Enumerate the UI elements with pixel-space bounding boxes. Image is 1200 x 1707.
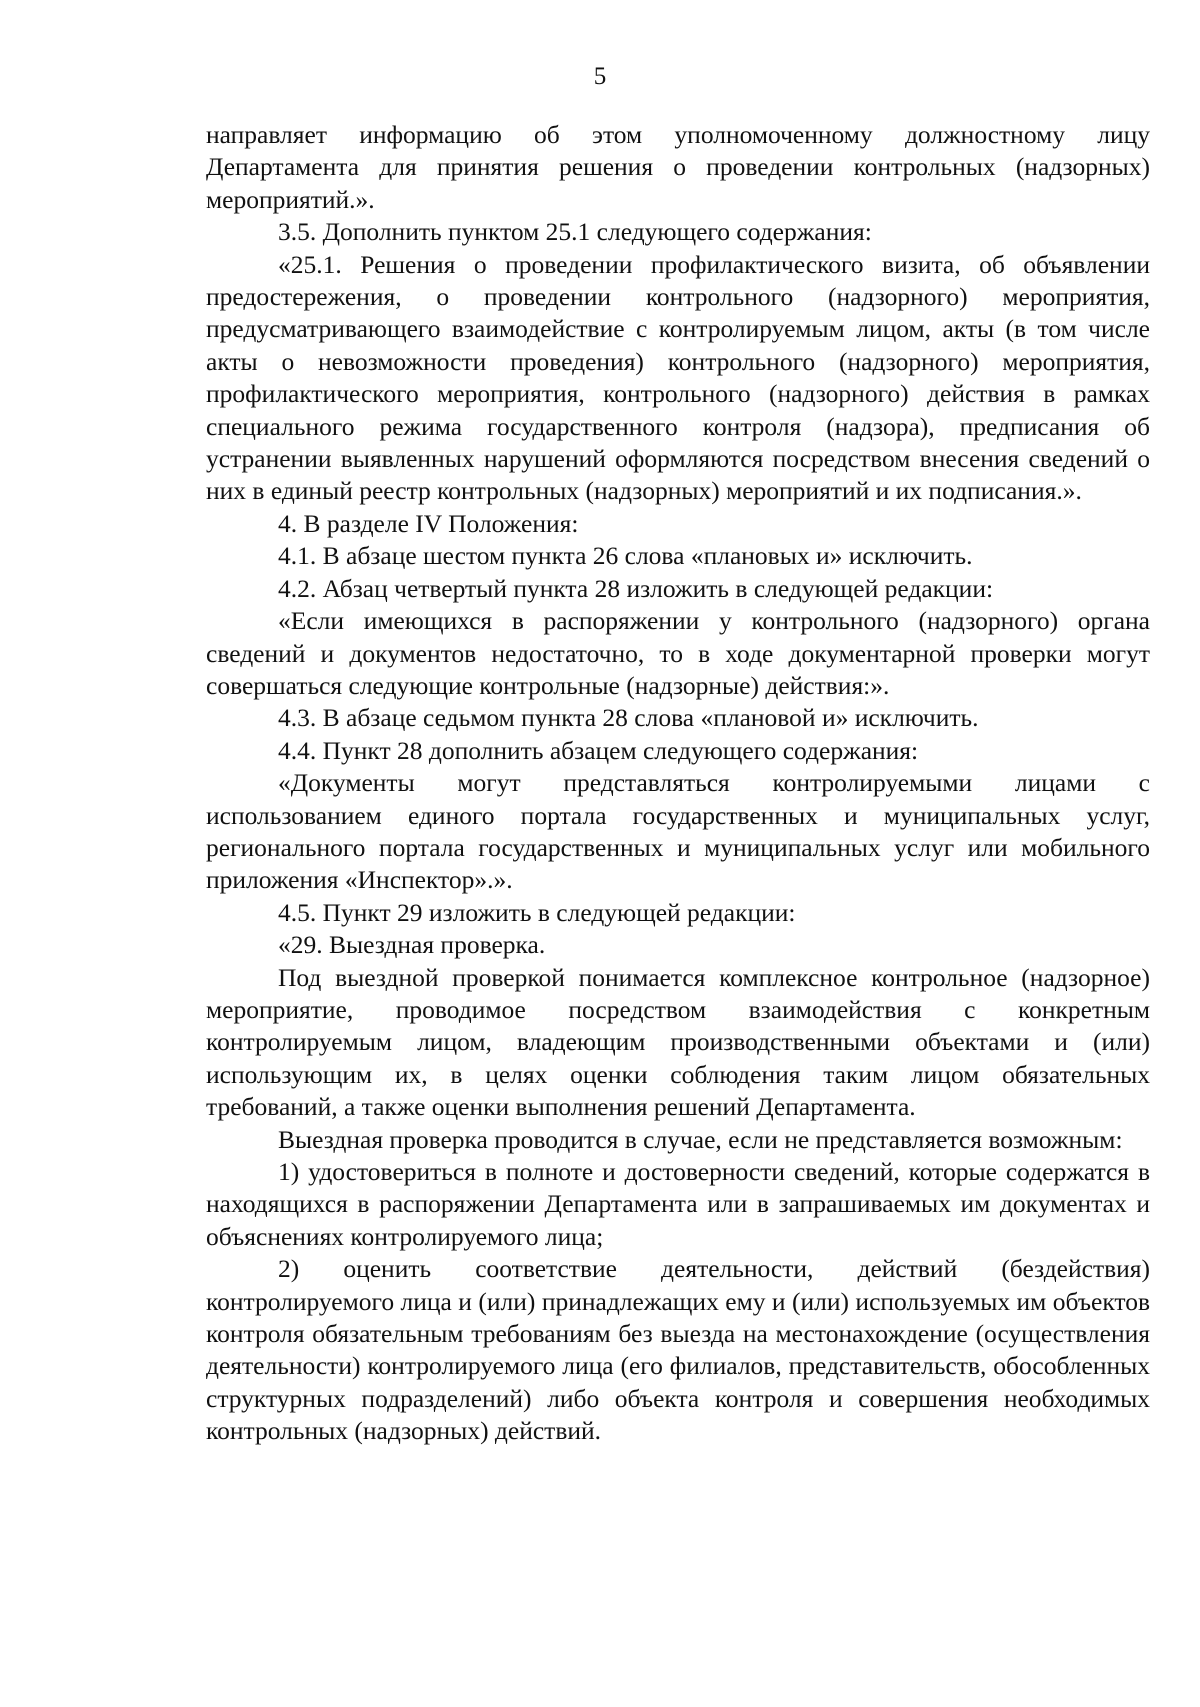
paragraph-3-5: 3.5. Дополнить пунктом 25.1 следующего содержания: xyxy=(278,217,872,247)
list-item-2: 2) оценить соответствие деятельности, действий (бездействия) контролируемого лица и (или) принадлежащих ему и (или) используемых им объектов контроля обязательным требованиям без выезда на местонахождение (осуществления деятельности) контролируемого лица (его филиалов, представительств, обособленных структурных подразделений) либо объекта контроля и совершения необходимых контрольных (надзорных) действий. xyxy=(206,1254,1150,1446)
paragraph-4: 4. В разделе IV Положения: xyxy=(278,508,579,538)
paragraph-29-title: «29. Выездная проверка. xyxy=(278,930,546,960)
document-body xyxy=(206,119,1150,1448)
list-item-1: 1) удостовериться в полноте и достоверности сведений, которые содержатся в находящихся в распоряжении Департамента или в запрашиваемых им документах и объяснениях контролируемого лица; xyxy=(206,1157,1150,1251)
paragraph-4-2-quote: «Если имеющихся в распоряжении у контрольного (надзорного) органа сведений и документов недостаточно, то в ходе документарной проверки могут совершаться следующие контрольные (надзорные) действия:». xyxy=(206,606,1150,700)
paragraph-29-definition: Под выездной проверкой понимается комплексное контрольное (надзорное) мероприятие, проводимое посредством взаимодействия с конкретным контролируемым лицом, владеющим производственными объектами и (или) использующим их, в целях оценки соблюдения таким лицом обязательных требований, а также оценки выполнения решений Департамента. xyxy=(206,962,1150,1122)
paragraph-25-1: «25.1. Решения о проведении профилактического визита, об объявлении предостережения, о проведении контрольного (надзорного) мероприятия, предусматривающего взаимодействие с контролируемым лицом, акты (в том числе акты о невозможности проведения) контрольного (надзорного) мероприятия, профилактического мероприятия, контрольного (надзорного) действия в рамках специального режима государственного контроля (надзора), предписания об устранении выявленных нарушений оформляются посредством внесения сведений о них в единый реестр контрольных (надзорных) мероприятий и их подписания.». xyxy=(206,249,1150,506)
paragraph-4-1: 4.1. В абзаце шестом пункта 26 слова «плановых и» исключить. xyxy=(278,541,973,571)
paragraph-4-2: 4.2. Абзац четвертый пункта 28 изложить в следующей редакции: xyxy=(278,573,994,603)
paragraph-4-4: 4.4. Пункт 28 дополнить абзацем следующего содержания: xyxy=(278,735,919,765)
paragraph-4-5: 4.5. Пункт 29 изложить в следующей редакции: xyxy=(278,897,796,927)
paragraph-29-conditions: Выездная проверка проводится в случае, если не представляется возможным: xyxy=(278,1124,1123,1154)
paragraph-continuation: направляет информацию об этом уполномоченному должностному лицу Департамента для принятия решения о проведении контрольных (надзорных) мероприятий.». xyxy=(206,120,1150,214)
paragraph-4-3: 4.3. В абзаце седьмом пункта 28 слова «плановой и» исключить. xyxy=(278,703,979,733)
page-number: 5 xyxy=(593,63,607,90)
paragraph-4-4-quote: «Документы могут представляться контролируемыми лицами с использованием единого портала государственных и муниципальных услуг, регионального портала государственных и муниципальных услуг или мобильного приложения «Инспектор».». xyxy=(206,768,1150,895)
